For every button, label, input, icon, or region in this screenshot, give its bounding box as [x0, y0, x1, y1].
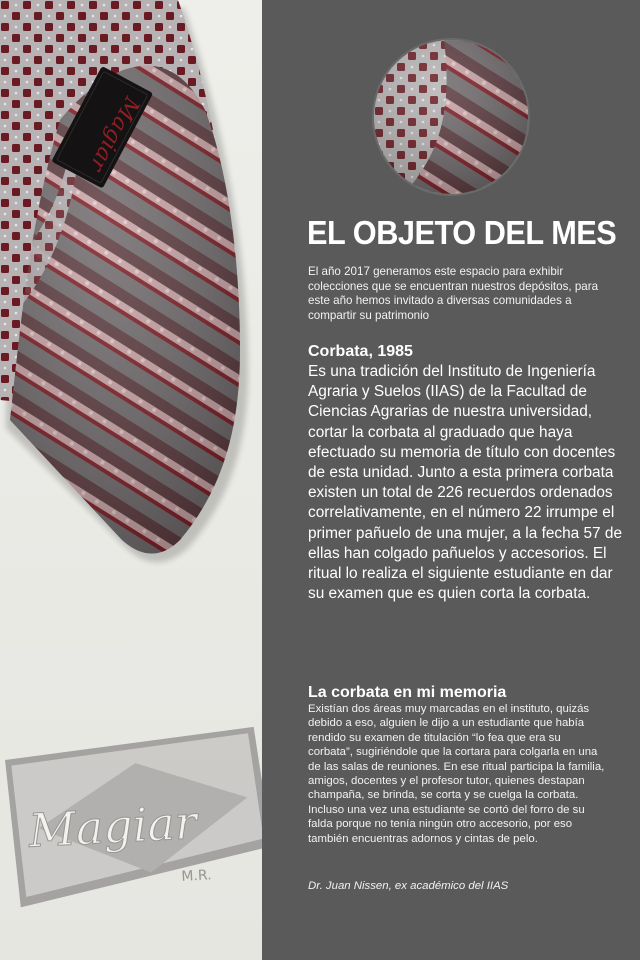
section-body-corbata: Es una tradición del Instituto de Ingeniería Agraria y Suelos (IIAS) de la Facultad de Ciencias Agrarias de nuestra universidad, cortar la corbata al graduado que haya efectuado su memoria de título con docentes de esta unidad. Junto a esta primera corbata existen un total de 226 recuerdos ordenados correlativamente, en el número 22 irrumpe el primer pañuelo de una mujer, a la fecha 57 de ellas han colgado pañuelos y accesorios. El ritual lo realiza el siguiente estudiante en dar su examen que es quien corta la corbata. [308, 363, 623, 603]
info-panel [262, 0, 640, 960]
woven-label-sub: M.R. [180, 867, 213, 885]
page-title: EL OBJETO DEL MES [307, 214, 617, 251]
tie-closeup-photo [372, 38, 530, 196]
tie-label-text: Magiar [84, 92, 144, 176]
author-signature: Dr. Juan Nissen, ex académico del IIAS [308, 880, 509, 892]
intro-text: El año 2017 generamos este espacio para exhibir colecciones que se encuentran nuestros depósitos, para este año hemos invitado a diversas comunidades a compartir su patrimonio [308, 265, 599, 322]
section-body-memoria: Existían dos áreas muy marcadas en el instituto, quizás debido a eso, alguien le dijo a un estudiante que había rendido su examen de titulación “lo fea que era su corbata”, sugiriéndole que la cortara para colgarla en una de las salas de reuniones. En ese ritual participa la familia, amigos, docentes y el profesor tutor, quienes destapan champaña, se brinda, se corta y se cuelga la corbata. Incluso una vez una estudiante se cortó del forro de su falda porque no tenía ningún otro accesorio, por eso también encuentras adornos y cintas de pelo. [308, 703, 605, 845]
section-heading-corbata: Corbata, 1985 [308, 343, 413, 360]
woven-label-text: Magiar [27, 795, 199, 858]
tie-illustration [0, 0, 262, 960]
section-heading-memoria: La corbata en mi memoria [308, 684, 507, 701]
woven-label [4, 726, 262, 907]
tie-photo [0, 0, 262, 960]
